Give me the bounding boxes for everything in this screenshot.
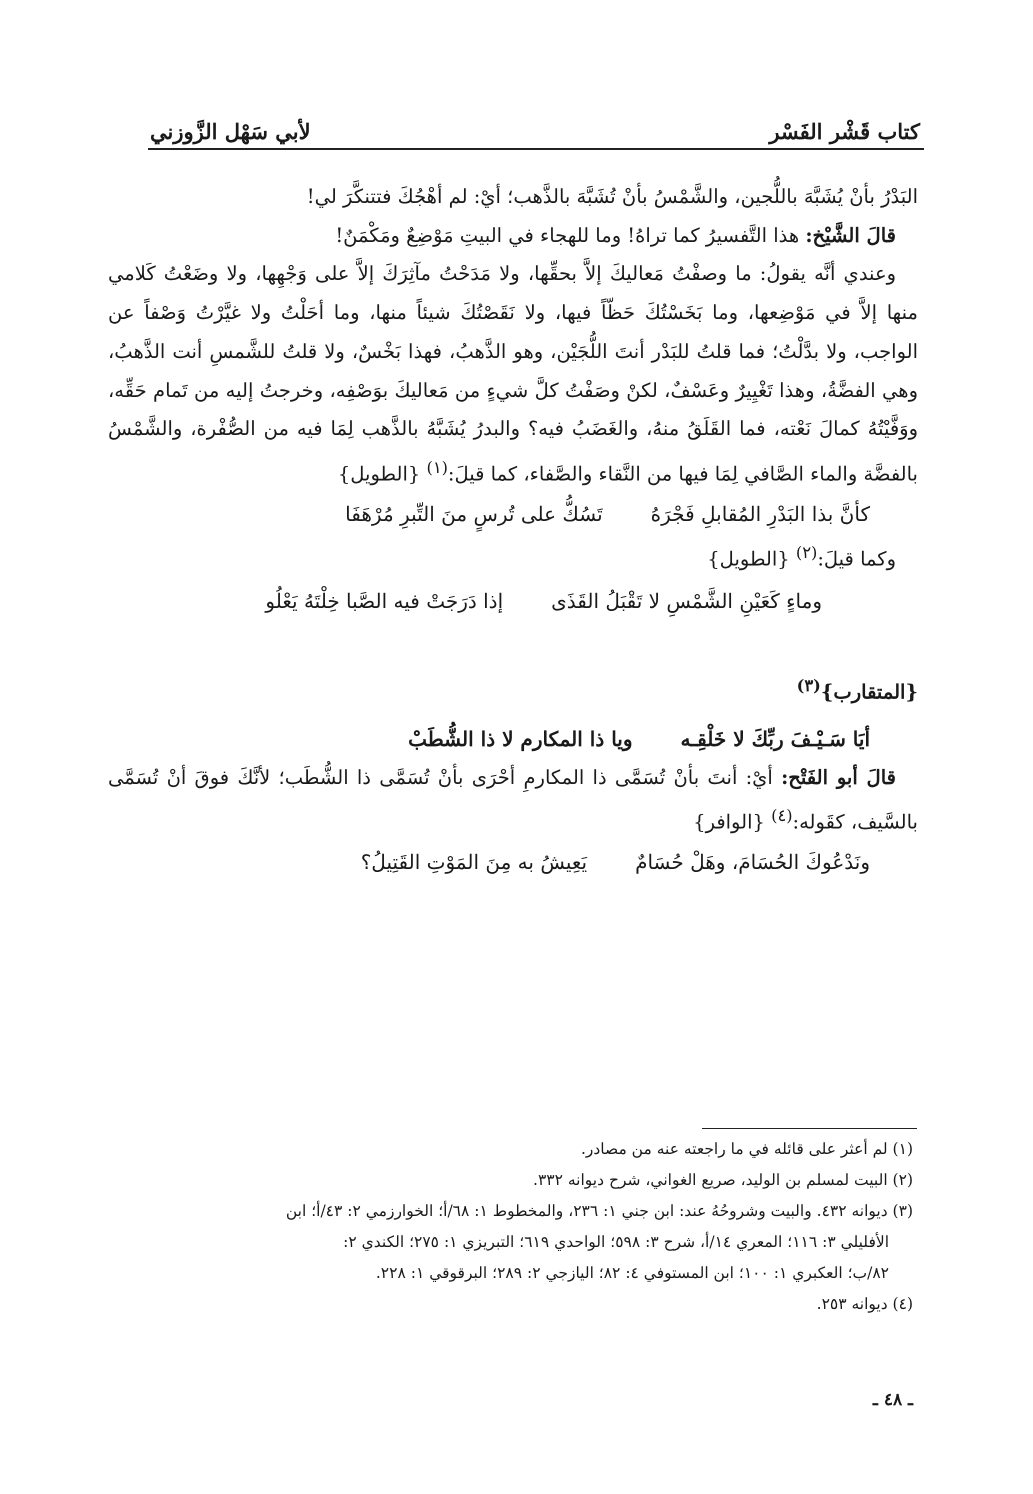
footnote-divider	[702, 1128, 917, 1129]
footnote-3: (٣) ديوانه ٤٣٢. والبيت وشروحُهُ عند: ابن جني ١: ٢٣٦، والمخطوط ١: ٦٨/أ؛ الخوارزمي ٢: ٤٣/أ؛ ابن	[285, 1202, 913, 1220]
footnote-1: (١) لم أعثر على قائله في ما راجعته عنه من مصادر.	[580, 1140, 913, 1158]
page-number: ـ ٤٨ ـ	[872, 1390, 913, 1410]
verse-2-second-hemistich: إذا دَرَجَتْ فيه الصَّبا خِلْتَهُ يَعْلُو	[265, 589, 504, 614]
verse-4-first-hemistich: ونَدْعُوكَ الحُسَامَ، وهَلْ حُسَامٌ	[635, 850, 870, 875]
verse-3-meter: {المتقارب}$^{(٣)}$	[796, 676, 918, 704]
footnote-ref-3[interactable]: (٣)	[796, 676, 821, 696]
running-header	[150, 104, 920, 144]
footnote-4: (٤) ديوانه ٢٥٣.	[816, 1295, 913, 1313]
footnote-ref-2[interactable]: (٢)	[795, 543, 818, 563]
verse-3-first-hemistich: أيَا سَـيْـفَ ربِّكَ لا خَلْقِـه	[680, 726, 870, 751]
footnote-ref-4[interactable]: (٤)	[771, 806, 793, 826]
footnote-3-continued: الأفليلي ٣: ١١٦؛ المعري ١٤/أ، شرح ٣: ٥٩٨؛ الواحدي ٦١٩؛ التبريزي ١: ٢٧٥؛ الكندي ٢:	[343, 1233, 889, 1251]
paragraph-2: قالَ الشَّيْخ: هذا التَّفسيرُ كما تراهُ! وما للهجاء في البيتِ مَوْضِعٌ ومَكْمَنٌ!	[335, 223, 896, 247]
paragraph-5: قالَ أبو الفَتْح: أيْ: أنتَ بأنْ تُسَمَّى ذا المكارمِ أحْرَى بأنْ تُسَمَّى ذا الشُّطَب؛ لأنَّكَ فوقَ أنْ تُسَمَّى بالسَّيف، كقَوله:$^{(٤)}$ {الوافر}	[108, 765, 918, 834]
header-book-title: كتاب قَشْر الفَسْر	[769, 119, 920, 144]
meter-label: {الوافر}	[693, 810, 772, 834]
section-gap	[108, 621, 918, 667]
verse-1-second-hemistich: تَسُكُّ على تُرسٍ منَ التِّبرِ مُرْهَفَا	[345, 502, 603, 527]
footnote-2: (٢) البيت لمسلم بن الوليد، صريع الغواني، شرح ديوانه ٣٣٢.	[533, 1171, 913, 1189]
footnote-3-continued: ٨٢/ب؛ العكبري ١: ١٠٠؛ ابن المستوفي ٤: ٨٢؛ اليازجي ٢: ٢٨٩؛ البرقوقي ١: ٢٢٨.	[375, 1264, 889, 1282]
meter-label: {الطويل}	[707, 547, 796, 571]
speaker-label: قالَ أبو الفَتْح:	[781, 765, 896, 789]
header-divider	[148, 148, 924, 150]
verse-1	[108, 494, 918, 534]
verse-1-first-hemistich: كأنَّ بذا البَدْرِ المُقابلِ فَجْرَهُ	[650, 502, 870, 527]
verse-4	[108, 842, 918, 882]
verse-2-first-hemistich: وماءٍ كَعَيْنِ الشَّمْسِ لا تَقْبَلُ القَذَى	[551, 589, 822, 614]
paragraph-3: وعندي أنَّه يقولُ: ما وصفْتُ مَعاليكَ إلاَّ بحقِّها، ولا مَدَحْتُ مآثِرَكَ إلاَّ على وَجْهِها، ولا وضَعْتُ كَلامي منها إلاَّ في مَوْضِعها، وما بَخَسْتُكَ حَظّاً فيها، ولا نَقَصْتُكَ شيئاً منها، وما أحَلْتُ ولا غيَّرْتُ وَصْفاً عن الواجب، ولا بدَّلْتُ؛ فما قلتُ للبَدْر أنتَ اللُّجَيْن، وهو الذَّهبُ، فهذا بَخْسٌ، ولا قلتُ للشَّمسِ أنت الذَّهبُ، وهي الفضَّةُ، وهذا تَغْيِيرٌ وعَسْفٌ، لكنْ وصَفْتُ كلَّ شيءٍ من مَعاليكَ بوَصْفِه، وخرجتُ إليه من تَمام حَقِّه، ووَفَّيْتُهُ كمالَ نَعْته، فما القَلَقُ منهُ، والغَضَبُ فيه؟ والبدرُ يُشَبَّهُ بالذَّهب لِمَا فيه من الصُّفْرة، والشَّمْسُ بالفضَّة والماء الصَّافي لِمَا فيها من النَّقاء والصَّفاء، كما قيلَ:$^{(١)}$ {الطويل}	[108, 262, 918, 486]
footnotes	[163, 1134, 913, 1320]
meter-label: {الطويل}	[337, 462, 427, 486]
header-author: لأبي سَهْل الزَّوزني	[150, 119, 311, 144]
verse-3-second-hemistich: ويا ذا المكارم لا ذا الشُّطَبْ	[408, 726, 633, 751]
verse-3	[108, 719, 918, 759]
verse-4-second-hemistich: يَعِيشُ به مِنَ المَوْتِ القَتِيلُ؟	[360, 850, 588, 875]
paragraph-4: وكما قيلَ:$^{(٢)}$ {الطويل}	[707, 543, 896, 571]
main-text	[108, 178, 918, 882]
speaker-label: قالَ الشَّيْخ:	[805, 223, 896, 247]
verse-2	[108, 581, 918, 621]
paragraph-1: البَدْرُ بأنْ يُشَبَّهَ باللُّجين، والشَّمْسُ بأنْ تُشَبَّهَ بالذَّهب؛ أيْ: لم أهْجُكَ فتتنكَّرَ لي!	[306, 185, 918, 208]
footnote-ref-1[interactable]: (١)	[426, 457, 448, 477]
